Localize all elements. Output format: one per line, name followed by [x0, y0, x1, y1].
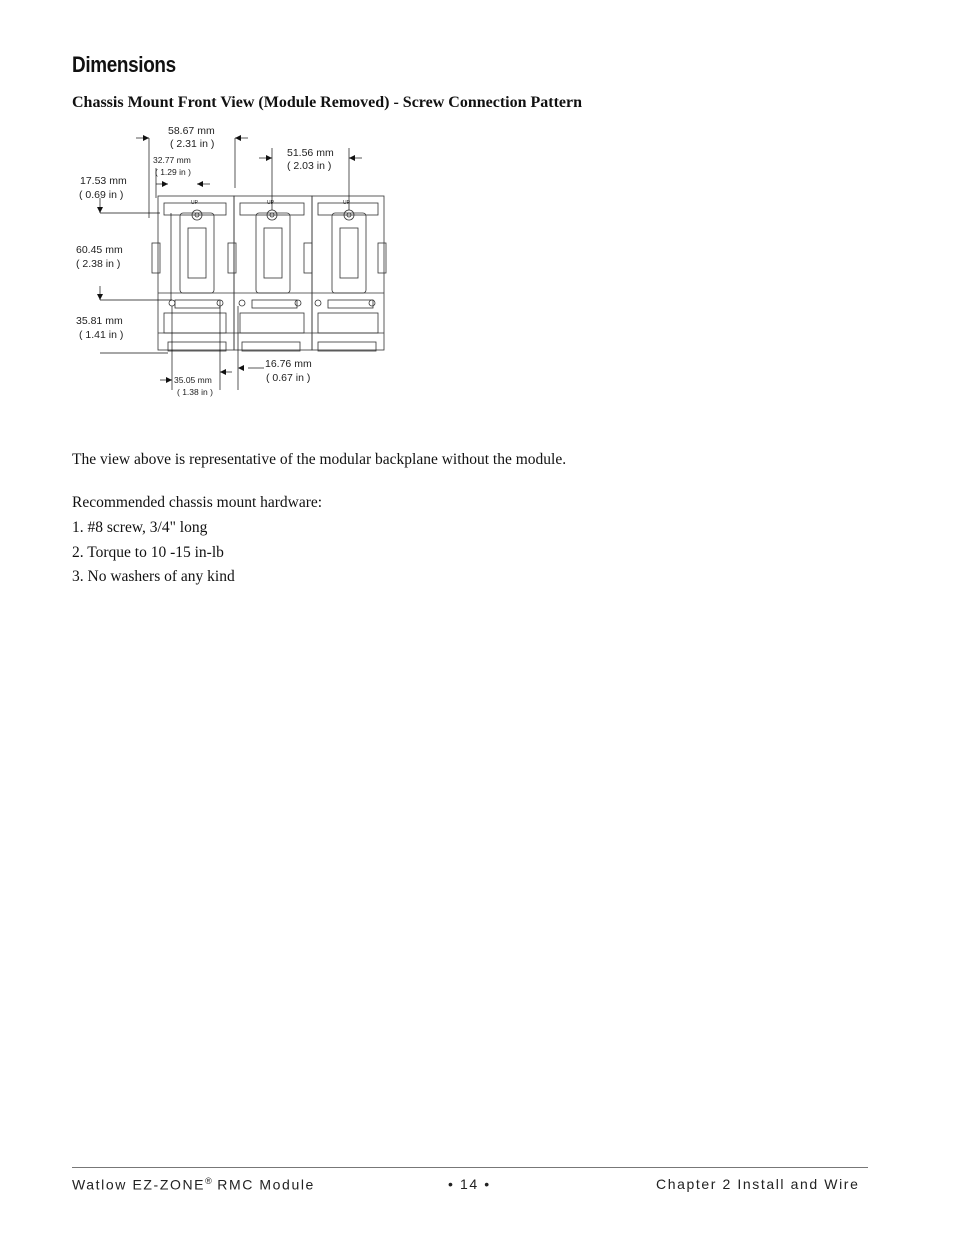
footer-chapter: Chapter 2 Install and Wire: [656, 1176, 860, 1192]
up-mark-3: UP: [343, 200, 350, 206]
dim-60-mm: 60.45 mm: [76, 244, 123, 256]
dim-32-in: ( 1.29 in ): [155, 167, 191, 177]
dim-35-81-mm: 35.81 mm: [76, 315, 123, 327]
up-mark-2: UP: [267, 200, 274, 206]
dim-32-mm: 32.77 mm: [153, 155, 191, 165]
hardware-item-3: 3. No washers of any kind: [72, 568, 235, 585]
hardware-item-1: 1. #8 screw, 3/4" long: [72, 519, 208, 536]
dim-51-in: ( 2.03 in ): [287, 160, 332, 172]
hardware-item-2: 2. Torque to 10 -15 in-lb: [72, 544, 224, 561]
dim-51-mm: 51.56 mm: [287, 147, 334, 159]
page-number: • 14 •: [448, 1176, 491, 1192]
dim-17-mm: 17.53 mm: [80, 175, 127, 187]
dim-35-81-in: ( 1.41 in ): [79, 329, 124, 341]
chassis-mount-figure: [60, 118, 400, 408]
dim-58-mm: 58.67 mm: [168, 125, 215, 137]
hardware-intro: Recommended chassis mount hardware:: [72, 494, 323, 511]
page-heading: Dimensions: [72, 52, 176, 77]
backplane-module-3: [312, 196, 386, 350]
dim-17-in: ( 0.69 in ): [79, 189, 124, 201]
dim-35-05-mm: 35.05 mm: [174, 375, 212, 385]
footer-rule: [72, 1167, 868, 1168]
registered-mark: ®: [205, 1176, 212, 1186]
backplane-module-2: [234, 196, 312, 350]
footer-product-prefix: Watlow EZ-ZONE: [72, 1176, 206, 1193]
footer-product: [72, 1176, 315, 1193]
backplane-module-1: [152, 196, 236, 350]
dim-58-in: ( 2.31 in ): [170, 138, 215, 150]
up-mark-1: UP: [191, 200, 198, 206]
dim-35-05-in: ( 1.38 in ): [177, 387, 213, 397]
dim-16-mm: 16.76 mm: [265, 358, 312, 370]
dim-16-in: ( 0.67 in ): [266, 372, 311, 384]
figure-description: The view above is representative of the modular backplane without the module.: [72, 451, 567, 468]
dim-60-in: ( 2.38 in ): [76, 258, 121, 270]
chassis-drawing: [60, 118, 400, 408]
footer-product-suffix: RMC Module: [211, 1176, 315, 1193]
figure-title: Chassis Mount Front View (Module Removed) - Screw Connection Pattern: [72, 94, 583, 111]
